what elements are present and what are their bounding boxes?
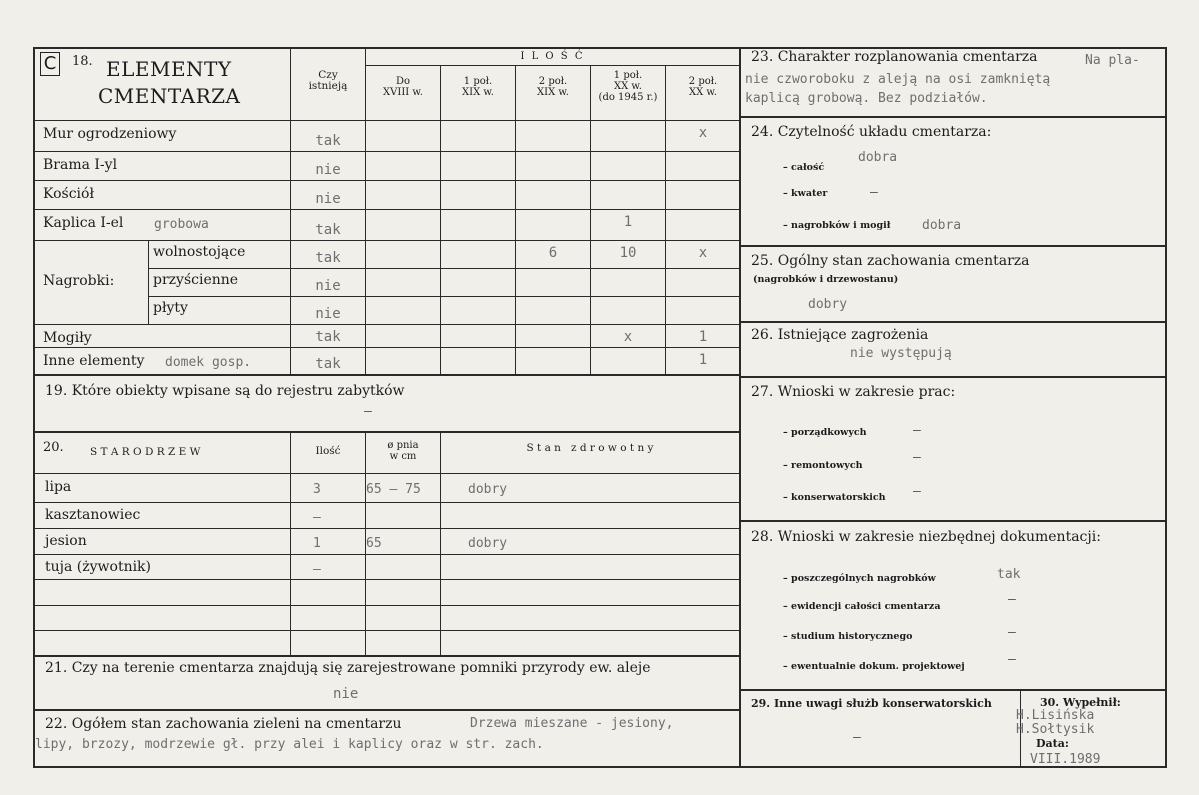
s27-item-label: – konserwatorskich [783,492,886,503]
section-24-label: 24. Czytelność układu cmentarza: [751,124,992,140]
element-row-label: Kościół [43,186,94,202]
section-25-label: 25. Ogólny stan zachowania cmentarza [751,253,1030,269]
section-18-number: 18. [72,54,93,69]
s27-item-value: – [913,423,921,438]
s28-item-value: – [1008,652,1016,667]
period-header: Do XVIII w. [383,76,423,98]
section-26-label: 26. Istniejące zagrożenia [751,327,929,343]
s28-item-value: – [1008,592,1016,607]
element-exists-value: tak [315,356,341,372]
section-23-typed-2: kaplicą grobową. Bez podziałów. [745,91,988,106]
filled-by-name-1: H.Lisińska [1016,708,1095,723]
date-value: VIII.1989 [1030,752,1101,767]
element-row-label: wolnostojące [153,244,246,260]
section-18-title-1: ELEMENTY [106,57,232,81]
s24-item-label: – kwater [783,188,828,199]
element-quantity-value: 1 [623,214,633,230]
s24-item-label: – całość [783,162,825,173]
element-exists-value: nie [315,278,341,294]
section-22-typed-1: Drzewa mieszane - jesiony, [470,716,674,731]
trees-count-header: Ilość [315,445,341,457]
element-row-label: Inne elementy [43,353,145,369]
section-20-title: S T A R O D R Z E W [90,446,201,458]
section-20-number: 20. [43,440,64,455]
section-27-label: 27. Wnioski w zakresie prac: [751,384,956,400]
section-28-label: 28. Wnioski w zakresie niezbędnej dokumentacji: [751,529,1101,545]
section-21-answer: nie [333,686,359,702]
element-exists-value: tak [315,250,341,266]
s24-item-label: – nagrobków i mogił [783,220,891,231]
element-quantity-value: x [698,245,708,261]
category-letter: C [43,53,57,74]
s28-item-label: – ewidencji całości cmentarza [783,601,941,612]
section-25-sub: (nagrobków i drzewostanu) [753,274,899,285]
section-29-value: – [853,730,861,745]
s28-item-label: – studium historycznego [783,631,913,642]
tree-diameter: 65 [366,536,382,551]
element-exists-value: nie [315,162,341,178]
element-quantity-value: x [698,125,708,141]
element-exists-value: tak [315,329,341,345]
element-exists-value: nie [315,306,341,322]
s28-item-label: – poszczególnych nagrobków [783,573,936,584]
element-exists-value: tak [315,133,341,149]
element-quantity-value: x [623,329,633,345]
section-23-label: 23. Charakter rozplanowania cmentarza [751,49,1038,65]
trees-diameter-header: ø pnia w cm [387,440,419,462]
tree-name: tuja (żywotnik) [45,559,152,575]
tree-name: lipa [45,479,72,495]
element-quantity-value: 6 [548,245,558,261]
s28-item-value: tak [997,567,1021,582]
section-22-label: 22. Ogółem stan zachowania zieleni na cmentarzu [45,716,402,732]
tree-health: dobry [468,482,508,497]
element-quantity-value: 1 [698,352,708,368]
s27-item-label: – remontowych [783,460,863,471]
element-quantity-value: 1 [698,329,708,345]
tree-health: dobry [468,536,508,551]
element-row-label: płyty [153,300,188,316]
tree-count: – [313,510,321,525]
element-row-label: przyścienne [153,272,239,288]
element-row-label: Brama I-yl [43,157,118,173]
s28-item-value: – [1008,625,1016,640]
s24-item-value: dobra [922,218,962,233]
quantity-header: I L O Ś Ć [520,51,585,62]
nagrobki-label: Nagrobki: [43,273,115,289]
element-row-typed: domek gosp. [165,355,252,370]
col-exists-header: Czy istnieją [308,69,348,92]
section-18-title-2: CMENTARZA [98,84,241,108]
date-label: Data: [1036,737,1069,750]
s24-item-value: dobra [858,150,898,165]
period-header: 1 poł. XIX w. [462,76,494,98]
tree-count: – [313,562,321,577]
element-row-label: Mur ogrodzeniowy [43,126,177,142]
category-letter-box [40,52,60,76]
section-26-value: nie występują [850,346,952,361]
section-29-label: 29. Inne uwagi służb konserwatorskich [751,697,992,710]
period-header: 2 poł. XIX w. [537,76,569,98]
section-30-label: 30. Wypełnił: [1040,696,1121,709]
section-23-typed-0: Na pla- [1085,53,1140,68]
section-23-typed-1: nie czworoboku z aleją na osi zamkniętą [745,72,1051,87]
tree-name: jesion [45,533,87,549]
section-19-label: 19. Które obiekty wpisane są do rejestru zabytków [45,383,405,399]
filled-by-name-2: H.Sołtysik [1016,722,1095,737]
section-22-typed-2: lipy, brzozy, modrzewie gł. przy alei i kaplicy oraz w str. zach. [35,737,544,752]
s27-item-value: – [913,484,921,499]
s27-item-label: – porządkowych [783,427,867,438]
trees-health-header: S t a n z d r o w o t n y [526,442,654,454]
tree-diameter: 65 – 75 [366,482,421,497]
element-row-label: Mogiły [43,330,92,346]
element-row-label: Kaplica I-el [43,215,124,231]
tree-name: kasztanowiec [45,507,141,523]
s27-item-value: – [913,450,921,465]
tree-count: 1 [313,536,321,551]
element-row-typed: grobowa [154,217,209,232]
s24-item-value: – [870,185,878,200]
tree-count: 3 [313,482,321,497]
period-header: 1 poł. XX w. (do 1945 r.) [598,70,658,103]
s28-item-label: – ewentualnie dokum. projektowej [783,661,965,672]
element-exists-value: nie [315,191,341,207]
element-quantity-value: 10 [619,245,637,261]
element-exists-value: tak [315,222,341,238]
period-header: 2 poł. XX w. [688,76,718,98]
section-19-answer: – [364,404,372,419]
section-21-label: 21. Czy na terenie cmentarza znajdują się zarejestrowane pomniki przyrody ew. aleje [45,660,651,676]
section-25-value: dobry [808,297,848,312]
